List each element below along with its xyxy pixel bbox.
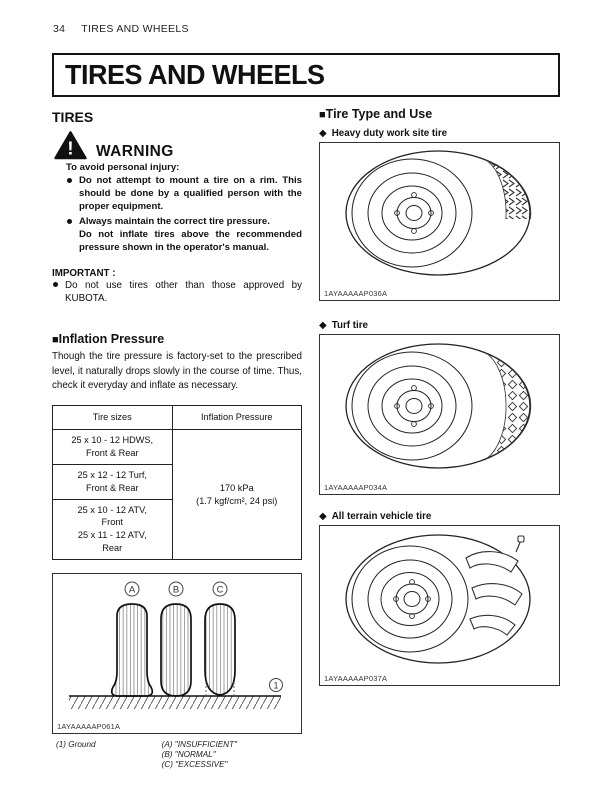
warning-exclamation: ! (67, 137, 74, 159)
warning-item-text: Do not attempt to mount a tire on a rim. This should be done by a qualified person with the proper equipment. (79, 175, 302, 212)
figure-code: 1AYAAAAAP034A (324, 483, 388, 492)
section-marker-icon: ■ (319, 109, 326, 121)
warning-body (66, 162, 302, 255)
figure-code: 1AYAAAAAP036A (324, 289, 388, 298)
col-header-inflation-pressure: Inflation Pressure (172, 406, 301, 430)
marker-a (125, 582, 139, 596)
left-column (52, 107, 302, 770)
marker-c (213, 582, 227, 596)
diamond-marker-icon: ◆ (319, 128, 327, 139)
table-header-row (53, 406, 302, 430)
heavy-duty-tire-illustration (320, 143, 559, 285)
warning-item-text: Always maintain the correct tire pressure. (79, 215, 270, 227)
tire-insufficient-shape (112, 604, 153, 696)
table-row (53, 430, 302, 465)
marker-ground (270, 679, 283, 692)
turf-tire-label: ◆ Turf tire (319, 320, 368, 331)
atv-tire-illustration (320, 526, 559, 670)
inflation-pressure-heading (52, 332, 302, 346)
warning-label: WARNING (96, 142, 174, 160)
figure-code: 1AYAAAAAP037A (324, 674, 388, 683)
warning-intro: To avoid personal injury: (66, 162, 180, 173)
heavy-duty-tire-label: ◆ Heavy duty work site tire (319, 128, 448, 139)
tire-type-heading-text: Tire Type and Use (325, 107, 433, 121)
warning-list (66, 175, 302, 255)
page-columns (52, 107, 560, 770)
svg-text:1: 1 (273, 680, 279, 691)
pressure-diagram-frame (52, 573, 302, 734)
inflation-pressure-table (52, 405, 302, 560)
chapter-title: TIRES AND WHEELS (65, 59, 325, 90)
atv-tire-label: ◆ All terrain vehicle tire (319, 511, 432, 522)
chapter-title-box (52, 53, 560, 97)
bullet-icon (53, 282, 58, 287)
important-item-text: Do not use tires other than those approved by KUBOTA. (65, 279, 302, 304)
important-item (52, 279, 302, 305)
inflation-heading-text: Inflation Pressure (58, 332, 165, 347)
col-header-tire-sizes: Tire sizes (53, 406, 173, 430)
warning-item (66, 216, 302, 255)
tire-type-heading (319, 107, 560, 121)
svg-text:B: B (172, 584, 180, 596)
tire-excessive-shape (205, 604, 235, 695)
page-number: 34 (53, 23, 66, 35)
turf-tire-frame (319, 334, 560, 495)
tire-size-cell: 25 x 10 - 12 HDWS, Front & Rear (53, 430, 173, 465)
svg-text:A: A (128, 584, 136, 596)
pressure-diagram-illustration (53, 574, 301, 718)
right-column (319, 107, 560, 770)
diamond-marker-icon: ◆ (319, 320, 327, 331)
running-header (53, 23, 189, 35)
ground-hatching (69, 696, 281, 709)
section-marker-icon: ■ (52, 334, 59, 347)
heavy-duty-tire-frame (319, 142, 560, 301)
warning-header (54, 131, 302, 160)
marker-b (169, 582, 183, 596)
caption-ground: (1) Ground (56, 740, 96, 749)
inflation-paragraph: Though the tire pressure is factory-set to the prescribed level, it naturally drops slowly in the course of time. Thus, check it everyday and inflate as necessary. (52, 351, 302, 392)
diagram-captions (52, 740, 302, 770)
running-title: TIRES AND WHEELS (81, 23, 189, 35)
atv-tire-frame (319, 525, 560, 686)
svg-text:C: C (216, 584, 224, 596)
turf-tire-illustration (320, 335, 559, 479)
tires-heading: TIRES (52, 109, 94, 125)
caption-legend: (A) "INSUFFICIENT" (B) "NORMAL" (C) "EXCESSIVE" (161, 740, 237, 769)
warning-item-text: Do not inflate tires above the recommended pressure shown in the operator's manual. (79, 228, 302, 253)
important-label: IMPORTANT : (52, 267, 116, 279)
warning-triangle-icon (54, 131, 87, 160)
bullet-icon (67, 178, 72, 183)
important-list (52, 279, 302, 305)
tire-size-cell: 25 x 12 - 12 Turf, Front & Rear (53, 464, 173, 499)
tire-normal-shape (161, 604, 191, 696)
pressure-cell: 170 kPa (1.7 kgf/cm², 24 psi) (172, 430, 301, 560)
figure-code: 1AYAAAAAP061A (57, 722, 121, 731)
tire-size-cell: 25 x 10 - 12 ATV, Front 25 x 11 - 12 ATV, Rear (53, 499, 173, 560)
warning-item (66, 175, 302, 214)
diamond-marker-icon: ◆ (319, 511, 327, 522)
bullet-icon (67, 219, 72, 224)
